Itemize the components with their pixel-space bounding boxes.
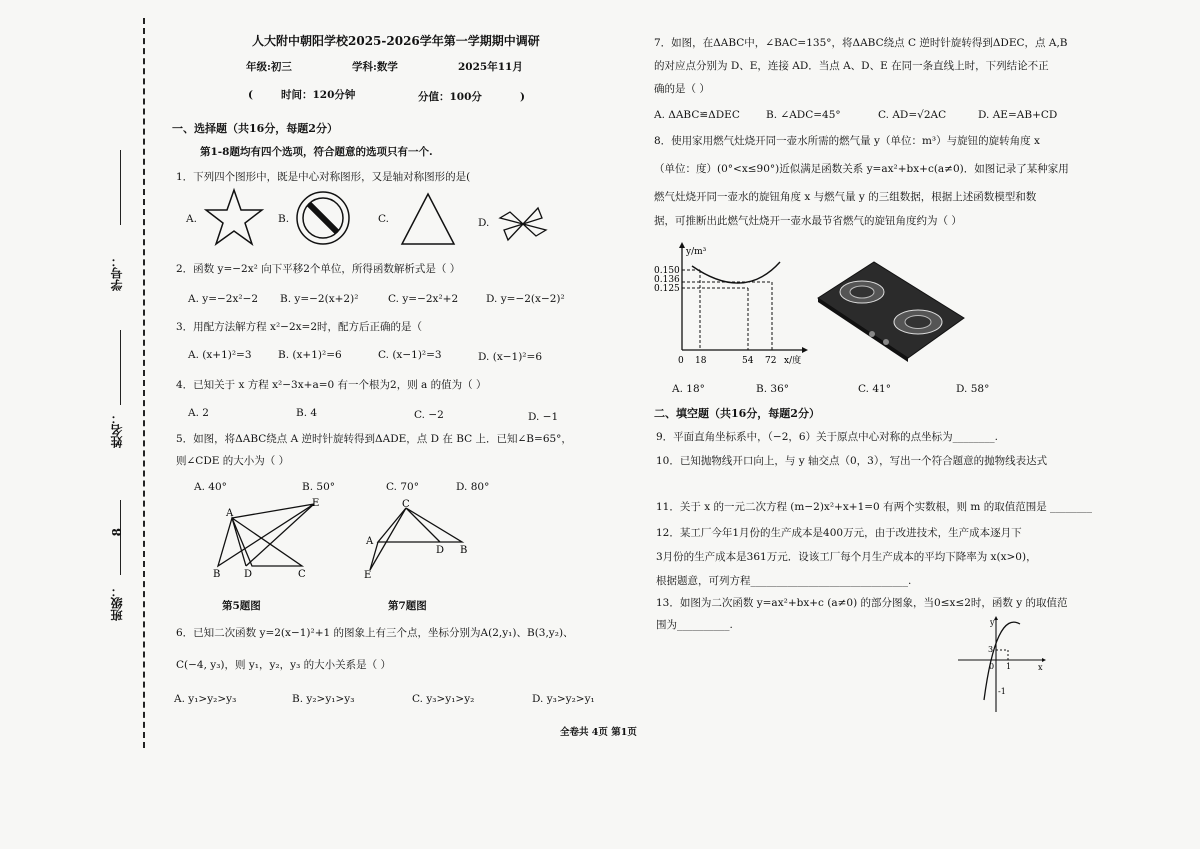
q2-option-c: C. y=−2x²+2	[388, 293, 459, 305]
q8-line1: 8．使用家用燃气灶烧开同一壶水所需的燃气量 y（单位：m³）与旋钮的旋转角度 x	[654, 135, 1040, 147]
q5-stem-line1: 5．如图，将ΔABC绕点 A 逆时针旋转得到ΔADE，点 D 在 BC 上．已知∠B=65°，	[176, 433, 572, 445]
q4-option-c: C. −2	[414, 409, 444, 421]
fig5-caption: 第5题图	[222, 600, 261, 612]
q1-label-d: D.	[478, 217, 490, 229]
fig5-label-d: D	[244, 569, 253, 580]
xtick-18: 18	[695, 356, 707, 366]
ytick-0125: 0.125	[654, 284, 680, 294]
q13-line2: 围为__________.	[656, 619, 733, 631]
section2-title: 二、填空题（共16分，每题2分）	[654, 407, 820, 420]
q1-stem: 1．下列四个图形中，既是中心对称图形，又是轴对称图形的是(	[176, 171, 471, 183]
class-label: 班级：	[110, 585, 124, 621]
q1-label-b: B.	[278, 213, 290, 225]
q4-option-b: B. 4	[296, 407, 318, 419]
q7-option-a: A. ΔABC≌ΔDEC	[654, 109, 740, 121]
q4-option-d: D. −1	[528, 411, 559, 423]
graph-ylabel: y/m³	[686, 247, 707, 257]
q13-line1: 13．如图为二次函数 y=ax²+bx+c (a≠0) 的部分图象，当0≤x≤2时，函数 y 的取值范	[656, 597, 1068, 609]
q6-option-d: D. y₃>y₂>y₁	[532, 693, 595, 705]
grade-text: 年级:初三	[246, 61, 292, 73]
class-blank-line	[120, 500, 121, 575]
fig5-label-b: B	[213, 569, 221, 580]
fig7-label-d: D	[436, 545, 445, 556]
q7-option-c: C. AD=√2AC	[878, 109, 947, 121]
q8-option-c: C. 41°	[858, 383, 891, 395]
q12-line3: 根据题意，可列方程______________________________.	[656, 575, 912, 587]
q3-option-b: B. (x+1)²=6	[278, 349, 342, 361]
q2-stem: 2．函数 y=−2x² 向下平移2个单位，所得函数解析式是（ ）	[176, 263, 461, 275]
fig5-label-a: A	[226, 508, 234, 519]
ytick-0136: 0.136	[654, 275, 680, 285]
fig5-label-e: E	[312, 498, 320, 509]
q3-option-d: D. (x−1)²=6	[478, 351, 542, 363]
q8-line4: 据，可推断出此燃气灶烧开一壶水最节省燃气的旋钮角度约为（ ）	[654, 215, 962, 227]
q6-stem-line1: 6．已知二次函数 y=2(x−1)²+1 的图象上有三个点，坐标分别为A(2,y₁)、B(3,y₂)、	[176, 627, 574, 639]
fig5-label-c: C	[298, 569, 306, 580]
q3-option-a: A. (x+1)²=3	[188, 349, 252, 361]
time-text: 时间：120分钟	[281, 89, 356, 101]
q6-option-c: C. y₃>y₁>y₂	[412, 693, 475, 705]
q1-triangle-figure	[400, 192, 456, 246]
section1-title: 一、选择题（共16分，每题2分）	[172, 122, 338, 135]
q6-option-b: B. y₂>y₁>y₃	[292, 693, 355, 705]
q13-tick-neg1: -1	[998, 687, 1006, 696]
q3-option-c: C. (x−1)²=3	[378, 349, 442, 361]
q8-gas-graph	[652, 240, 812, 370]
section1-instruction: 第1-8题均有四个选项，符合题意的选项只有一个.	[200, 146, 433, 158]
xtick-54: 54	[742, 356, 754, 366]
q1-label-a: A.	[186, 213, 197, 225]
name-label: 姓名：	[110, 412, 124, 448]
q5-stem-line2: 则∠CDE 的大小为（ ）	[176, 455, 290, 467]
fig7-label-a: A	[366, 536, 374, 547]
q7-line1: 7．如图，在ΔABC中，∠BAC=135°，将ΔABC绕点 C 逆时针旋转得到ΔDEC，点 A,B	[654, 37, 1068, 49]
q2-option-b: B. y=−2(x+2)²	[280, 293, 359, 305]
q11-text: 11．关于 x 的一元二次方程 (m−2)x²+x+1=0 有两个实数根，则 m 的取值范围是 ________	[656, 501, 1093, 513]
paren-right: )	[520, 91, 525, 103]
q8-line3: 燃气灶烧开同一壶水的旋钮角度 x 与燃气量 y 的三组数据，根据上述函数模型和数	[654, 191, 1037, 203]
page-footer: 全卷共 4页 第1页	[560, 727, 637, 738]
name-blank-line	[120, 330, 121, 405]
exam-title: 人大附中朝阳学校2025-2026学年第一学期期中调研	[252, 34, 540, 48]
graph-xlabel: x/度	[784, 356, 802, 366]
q7-line3: 确的是（ ）	[654, 83, 710, 95]
q5-option-b: B. 50°	[302, 481, 336, 493]
q5-option-d: D. 80°	[456, 481, 490, 493]
q8-option-a: A. 18°	[672, 383, 705, 395]
q7-rotation-figure	[364, 498, 474, 580]
q7-option-d: D. AE=AB+CD	[978, 109, 1058, 121]
score-text: 分值：100分	[418, 91, 482, 103]
q2-option-d: D. y=−2(x−2)²	[486, 293, 565, 305]
q5-option-a: A. 40°	[194, 481, 227, 493]
ytick-0150: 0.150	[654, 266, 680, 276]
q13-origin: 0	[989, 662, 995, 671]
fig7-label-e: E	[364, 570, 372, 581]
q1-label-c: C.	[378, 213, 389, 225]
paren-left: (	[248, 89, 253, 101]
q9-text: 9．平面直角坐标系中，（−2，6）关于原点中心对称的点坐标为________.	[656, 431, 998, 443]
q1-star-figure	[204, 188, 264, 246]
q8-option-d: D. 58°	[956, 383, 990, 395]
q10-text: 10．已知抛物线开口向上，与 y 轴交点（0，3），写出一个符合题意的抛物线表达式	[656, 455, 1048, 467]
gas-stove-image	[814, 256, 966, 360]
q13-parabola-graph	[956, 616, 1048, 714]
q7-line2: 的对应点分别为 D、E，连接 AD．当点 A、D、E 在同一条直线上时，下列结论不正	[654, 60, 1049, 72]
q5-rotation-figure	[210, 498, 340, 580]
fig7-label-c: C	[402, 499, 410, 510]
xtick-72: 72	[765, 356, 777, 366]
q4-stem: 4．已知关于 x 方程 x²−3x+a=0 有一个根为2，则 a 的值为（ ）	[176, 379, 487, 391]
class-value: 8	[110, 528, 124, 537]
q8-option-b: B. 36°	[756, 383, 790, 395]
student-id-label: 学号：	[110, 255, 124, 291]
q2-option-a: A. y=−2x²−2	[188, 293, 259, 305]
q7-option-b: B. ∠ADC=45°	[766, 109, 841, 121]
q12-line1: 12．某工厂今年1月份的生产成本是400万元，由于改进技术，生产成本逐月下	[656, 527, 1022, 539]
q8-line2: （单位：度）(0°<x≤90°)近似满足函数关系 y=ax²+bx+c(a≠0)．如图记录了某种家用	[654, 163, 1069, 175]
subject-text: 学科:数学	[352, 61, 398, 73]
q1-prohibition-sign-figure	[295, 190, 351, 246]
q5-option-c: C. 70°	[386, 481, 419, 493]
q4-option-a: A. 2	[188, 407, 209, 419]
fig7-caption: 第7题图	[388, 600, 427, 612]
binding-dashed-line	[143, 18, 145, 748]
xtick-0: 0	[678, 356, 684, 366]
q13-tick-3: 3	[988, 645, 994, 654]
date-text: 2025年11月	[458, 61, 523, 73]
student-id-blank-line	[120, 150, 121, 225]
fig7-label-b: B	[460, 545, 468, 556]
q6-stem-line2: C(−4, y₃)，则 y₁，y₂，y₃ 的大小关系是（ ）	[176, 659, 391, 671]
q12-line2: 3月份的生产成本是361万元．设该工厂每个月生产成本的平均下降率为 x(x>0)，	[656, 551, 1037, 563]
q13-xlabel: x	[1038, 663, 1043, 672]
q13-ylabel: y	[990, 618, 995, 627]
q1-pinwheel-figure	[498, 204, 548, 244]
q6-option-a: A. y₁>y₂>y₃	[174, 693, 237, 705]
q3-stem: 3．用配方法解方程 x²−2x=2时，配方后正确的是（	[176, 321, 423, 333]
q13-tick-1: 1	[1006, 662, 1012, 671]
